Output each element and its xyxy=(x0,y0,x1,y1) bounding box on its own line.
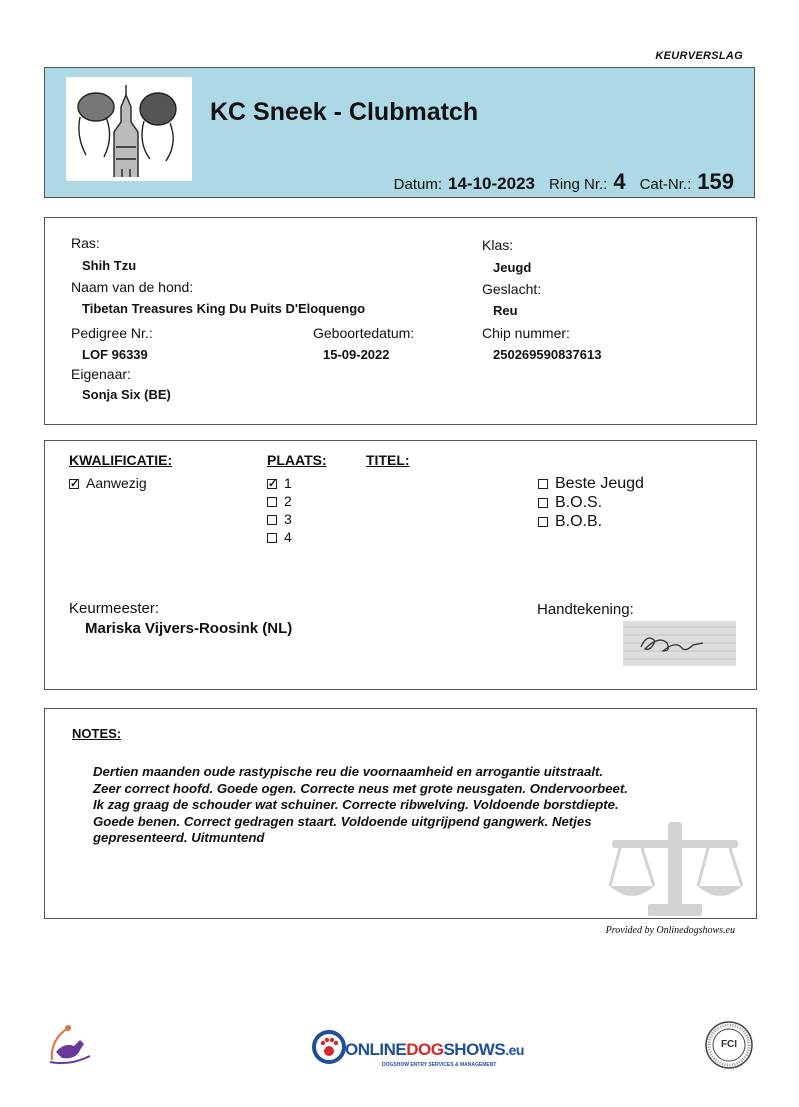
plaats-option-label: 1 xyxy=(284,475,292,491)
plaats-options xyxy=(267,474,292,546)
notes-line: Dertien maanden oude rastypische reu die voornaamheid en arrogantie uitstraalt. xyxy=(93,764,604,779)
kwalificatie-value: Aanwezig xyxy=(86,475,147,491)
notes-line: Ik zag graag de schouder wat schuiner. Correcte ribwelving. Voldoende borstdiepte. xyxy=(93,797,619,812)
titel-option-label: B.O.S. xyxy=(555,494,603,511)
plaats-option-label: 4 xyxy=(284,529,292,545)
naam-value: Tibetan Treasures King Du Puits D'Eloquengo xyxy=(82,301,366,316)
brand-eu: .eu xyxy=(505,1042,524,1058)
brand-online: ONLINE xyxy=(345,1040,407,1059)
titel-option-label: B.O.B. xyxy=(555,513,603,530)
klas-value: Jeugd xyxy=(493,260,532,275)
notes-line: Zeer correct hoofd. Goede ogen. Correcte neus met grote neusgaten. Ondervoorbeet. xyxy=(93,780,628,796)
pedigree-label: Pedigree Nr.: xyxy=(71,325,153,341)
titel-option[interactable] xyxy=(538,493,644,512)
naam-label: Naam van de hond: xyxy=(71,279,194,295)
plaats-checkbox[interactable] xyxy=(267,479,277,489)
plaats-option-label: 3 xyxy=(284,511,292,527)
plaats-option[interactable] xyxy=(267,492,292,510)
brand-tagline: DOGSHOW ENTRY SERVICES & MANAGEMENT xyxy=(382,1062,497,1068)
notes-line: gepresenteerd. Uitmuntend xyxy=(93,830,265,845)
eigenaar-label: Eigenaar: xyxy=(71,366,131,382)
signature-image xyxy=(623,621,736,666)
plaats-checkbox[interactable] xyxy=(267,533,277,543)
titel-checkbox[interactable] xyxy=(538,517,548,527)
ras-value: Shih Tzu xyxy=(82,258,137,273)
geslacht-label: Geslacht: xyxy=(482,281,542,297)
kwalificatie-checkbox[interactable] xyxy=(69,479,79,489)
document-type: KEURVERSLAG xyxy=(655,50,743,62)
chip-label: Chip nummer: xyxy=(482,325,570,341)
titel-checkbox[interactable] xyxy=(538,479,548,489)
notes-text xyxy=(93,764,723,847)
titel-option[interactable] xyxy=(538,474,644,493)
ras-label: Ras: xyxy=(71,235,100,251)
titel-heading: TITEL: xyxy=(366,452,410,468)
cat-value: 159 xyxy=(697,169,734,194)
notes-line: Goede benen. Correct gedragen staart. Voldoende uitgrijpend gangwerk. Netjes xyxy=(93,813,592,829)
geslacht-value: Reu xyxy=(493,303,518,318)
plaats-heading: PLAATS: xyxy=(267,452,327,468)
titel-options xyxy=(538,474,644,531)
plaats-option[interactable] xyxy=(267,510,292,528)
klas-label: Klas: xyxy=(482,237,514,253)
brand-dog: DOG xyxy=(406,1040,444,1059)
chip-value: 250269590837613 xyxy=(493,347,602,362)
titel-option[interactable] xyxy=(538,512,644,531)
brand-wordmark xyxy=(345,1040,524,1060)
ring-value: 4 xyxy=(613,169,626,194)
notes-heading: NOTES: xyxy=(72,726,122,741)
onlinedogshows-logo xyxy=(312,1030,524,1074)
fci-seal-text: FCI xyxy=(720,1039,738,1050)
dog-info-panel xyxy=(44,217,757,425)
geboorte-label: Geboortedatum: xyxy=(313,325,415,341)
dog-sport-logo xyxy=(46,1020,94,1066)
datum-label: Datum: xyxy=(393,176,443,193)
plaats-checkbox[interactable] xyxy=(267,497,277,507)
keurmeester-value: Mariska Vijvers-Roosink (NL) xyxy=(85,620,293,637)
plaats-option[interactable] xyxy=(267,528,292,546)
plaats-option[interactable] xyxy=(267,474,292,492)
eigenaar-value: Sonja Six (BE) xyxy=(82,387,171,402)
brand-shows: SHOWS xyxy=(443,1040,506,1059)
ring-label: Ring Nr.: xyxy=(548,176,608,193)
plaats-checkbox[interactable] xyxy=(267,515,277,525)
event-meta xyxy=(394,169,734,195)
titel-checkbox[interactable] xyxy=(538,498,548,508)
club-logo xyxy=(66,77,192,181)
provided-by: Provided by Onlinedogshows.eu xyxy=(605,925,735,936)
header-panel xyxy=(44,67,755,198)
geboorte-value: 15-09-2022 xyxy=(323,347,390,362)
keurmeester-label: Keurmeester: xyxy=(69,600,160,617)
paw-icon xyxy=(312,1030,346,1064)
plaats-option-label: 2 xyxy=(284,493,292,509)
handtekening-label: Handtekening: xyxy=(537,601,634,618)
fci-seal xyxy=(704,1020,754,1070)
event-title: KC Sneek - Clubmatch xyxy=(210,98,479,126)
kwalificatie-heading: KWALIFICATIE: xyxy=(69,452,173,468)
datum-value: 14-10-2023 xyxy=(448,174,535,193)
pedigree-value: LOF 96339 xyxy=(82,347,148,362)
titel-option-label: Beste Jeugd xyxy=(555,475,644,492)
notes-panel xyxy=(44,708,757,919)
kwalificatie-option[interactable] xyxy=(69,474,147,492)
cat-label: Cat-Nr.: xyxy=(639,176,692,193)
judging-panel xyxy=(44,440,757,690)
